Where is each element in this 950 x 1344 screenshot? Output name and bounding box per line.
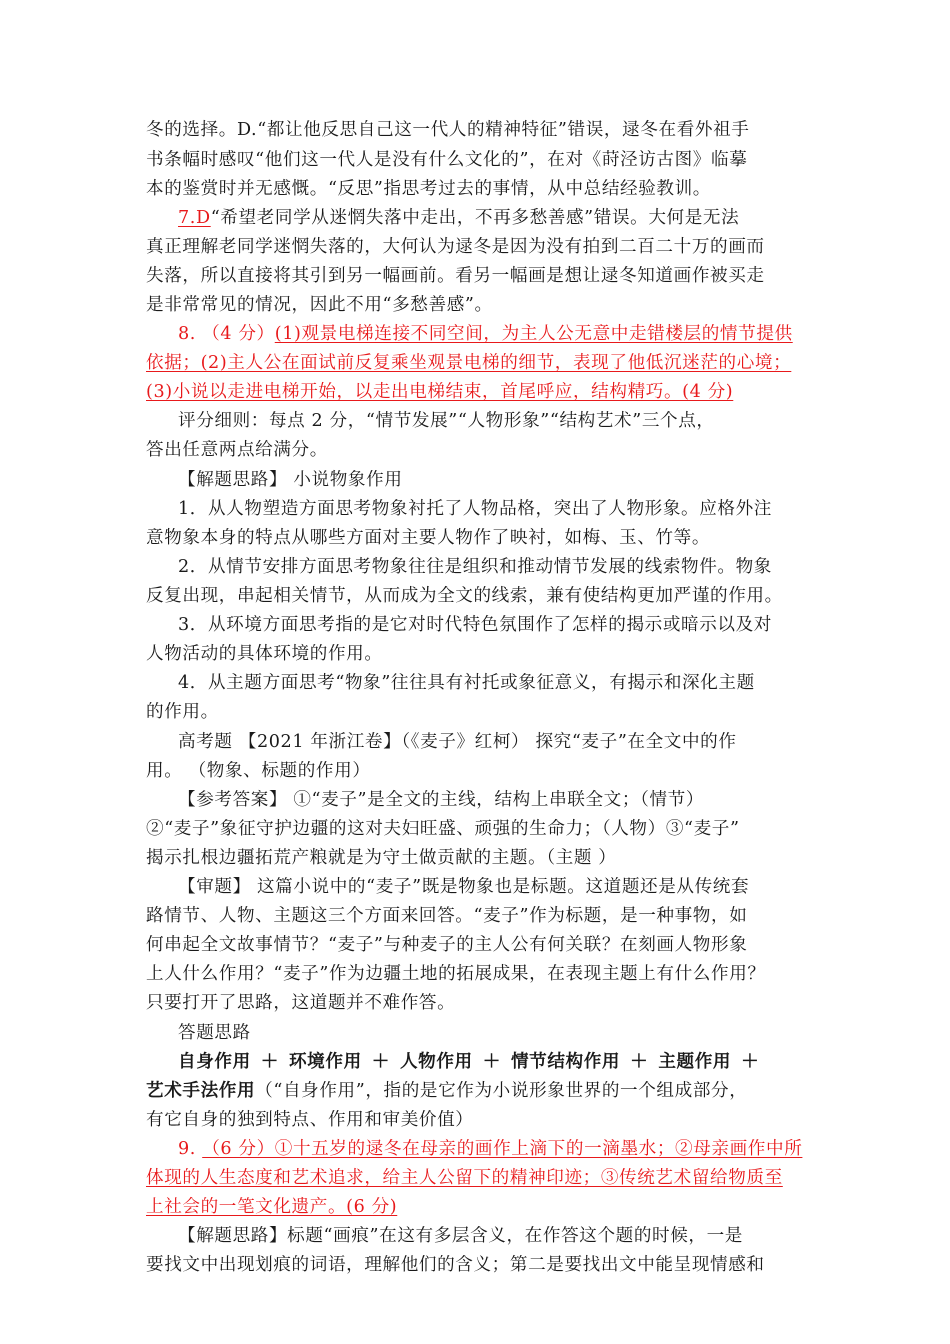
text-line: 书条幅时感叹“他们这一代人是没有什么文化的”，在对《莳泾访古图》临摹 — [146, 150, 748, 170]
text-line: 用。 （物象、标题的作用） — [146, 761, 371, 781]
q9-answer-line: 体现的人生态度和艺术追求，给主人公留下的精神印迹；③传统艺术留给物质至 — [146, 1168, 783, 1188]
formula-item: 情节结构作用 — [510, 1052, 621, 1072]
text-line: 人物活动的具体环境的作用。 — [146, 644, 383, 664]
text-line: 有它自身的独到特点、作用和审美价值） — [146, 1110, 474, 1130]
text-line: 失落，所以直接将其引到另一幅画前。看另一幅画是想让逯冬知道画作被买走 — [146, 266, 765, 286]
plus-sign: ＋ — [482, 1052, 501, 1072]
q7-line — [178, 205, 739, 231]
formula-item: 自身作用 — [178, 1052, 251, 1072]
text-line: 反复出现，串起相关情节，从而成为全文的线索，兼有使结构更加严谨的作用。 — [146, 586, 783, 606]
q9-label: 9. — [178, 1139, 196, 1159]
text-line: ②“麦子”象征守护边疆的这对夫妇旺盛、顽强的生命力；（人物）③“麦子” — [146, 819, 740, 839]
text-line: 要找文中出现划痕的词语，理解他们的含义；第二是要找出文中能呈现情感和 — [146, 1255, 765, 1275]
q9-answer: （6 分）①十五岁的逯冬在母亲的画作上滴下的一滴墨水；②母亲画作中所 — [202, 1139, 803, 1159]
q8-answer-line: 依据；(2)主人公在面试前反复乘坐观景电梯的细节，表现了他低沉迷茫的心境； — [146, 353, 792, 373]
art-note: （“自身作用”，指的是它作为小说形象世界的一个组成部分， — [255, 1081, 748, 1101]
q8-answer-line: (3)小说以走进电梯开始，以走出电梯结束，首尾呼应，结构精巧。(4 分) — [146, 382, 734, 402]
plus-sign: ＋ — [630, 1052, 649, 1072]
q7-text: “希望老同学从迷惘失落中走出，不再多愁善感”错误。大何是无法 — [210, 208, 740, 228]
text-line: 本的鉴赏时并无感慨。“反思”指思考过去的事情，从中总结经验教训。 — [146, 179, 712, 199]
answer-formula — [178, 1049, 759, 1075]
formula-item: 主题作用 — [658, 1052, 732, 1072]
text-line: 冬的选择。D.“都让他反思自己这一代人的精神特征”错误，逯冬在看外祖手 — [146, 120, 750, 140]
gaokao-question: 高考题 【2021 年浙江卷】（《麦子》红柯） 探究“麦子”在全文中的作 — [178, 732, 737, 752]
text-line: 意物象本身的特点从哪些方面对主要人物作了映衬，如梅、玉、竹等。 — [146, 528, 711, 548]
q9-line — [178, 1136, 802, 1162]
plus-sign: ＋ — [371, 1052, 390, 1072]
shenti-line: 【审题】 这篇小说中的“麦子”既是物象也是标题。这道题还是从传统套 — [178, 877, 750, 897]
scoring-rule: 评分细则：每点 2 分，“情节发展”“人物形象”“结构艺术”三个点， — [178, 411, 715, 431]
scoring-rule: 答出任意两点给满分。 — [146, 440, 328, 460]
text-line: 是非常常见的情况，因此不用“多愁善感”。 — [146, 295, 493, 315]
q8-answer: (1)观景电梯连接不同空间，为主人公无意中走错楼层的情节提供 — [274, 324, 793, 344]
text-line: 3．从环境方面思考指的是它对时代特色氛围作了怎样的揭示或暗示以及对 — [178, 615, 772, 635]
art-line — [146, 1078, 747, 1104]
text-line: 1．从人物塑造方面思考物象衬托了人物品格，突出了人物形象。应格外注 — [178, 499, 772, 519]
formula-item: 环境作用 — [288, 1052, 362, 1072]
q8-line — [178, 321, 793, 347]
text-line: 2．从情节安排方面思考物象往往是组织和推动情节发展的线索物件。物象 — [178, 557, 772, 577]
text-line: 的作用。 — [146, 702, 219, 722]
approach-heading: 【解题思路】 小说物象作用 — [178, 470, 403, 490]
reference-answer: 【参考答案】 ①“麦子”是全文的主线，结构上串联全文；（情节） — [178, 790, 705, 810]
q9-answer-line: 上社会的一笔文化遗产。(6 分) — [146, 1197, 398, 1217]
text-line: 只要打开了思路，这道题并不难作答。 — [146, 993, 456, 1013]
dati-heading: 答题思路 — [178, 1023, 251, 1043]
text-line: 上人什么作用？“麦子”作为边疆土地的拓展成果，在表现主题上有什么作用？ — [146, 964, 766, 984]
text-line: 路情节、人物、主题这三个方面来回答。“麦子”作为标题，是一种事物，如 — [146, 906, 748, 926]
text-line: 何串起全文故事情节？“麦子”与种麦子的主人公有何关联？在刻画人物形象 — [146, 935, 748, 955]
q9-approach: 【解题思路】标题“画痕”在这有多层含义，在作答这个题的时候，一是 — [178, 1226, 744, 1246]
q7-label: 7.D — [178, 208, 211, 228]
plus-sign: ＋ — [260, 1052, 279, 1072]
text-line: 4．从主题方面思考“物象”往往具有衬托或象征意义，有揭示和深化主题 — [178, 673, 755, 693]
art-technique: 艺术手法作用 — [146, 1081, 256, 1101]
plus-sign: ＋ — [741, 1052, 760, 1072]
text-line: 真正理解老同学迷惘失落的，大何认为逯冬是因为没有拍到二百二十万的画而 — [146, 237, 765, 257]
text-line: 揭示扎根边疆拓荒产粮就是为守土做贡献的主题。（主题 ） — [146, 848, 617, 868]
formula-item: 人物作用 — [399, 1052, 473, 1072]
q8-label: 8. （4 分） — [178, 324, 275, 344]
